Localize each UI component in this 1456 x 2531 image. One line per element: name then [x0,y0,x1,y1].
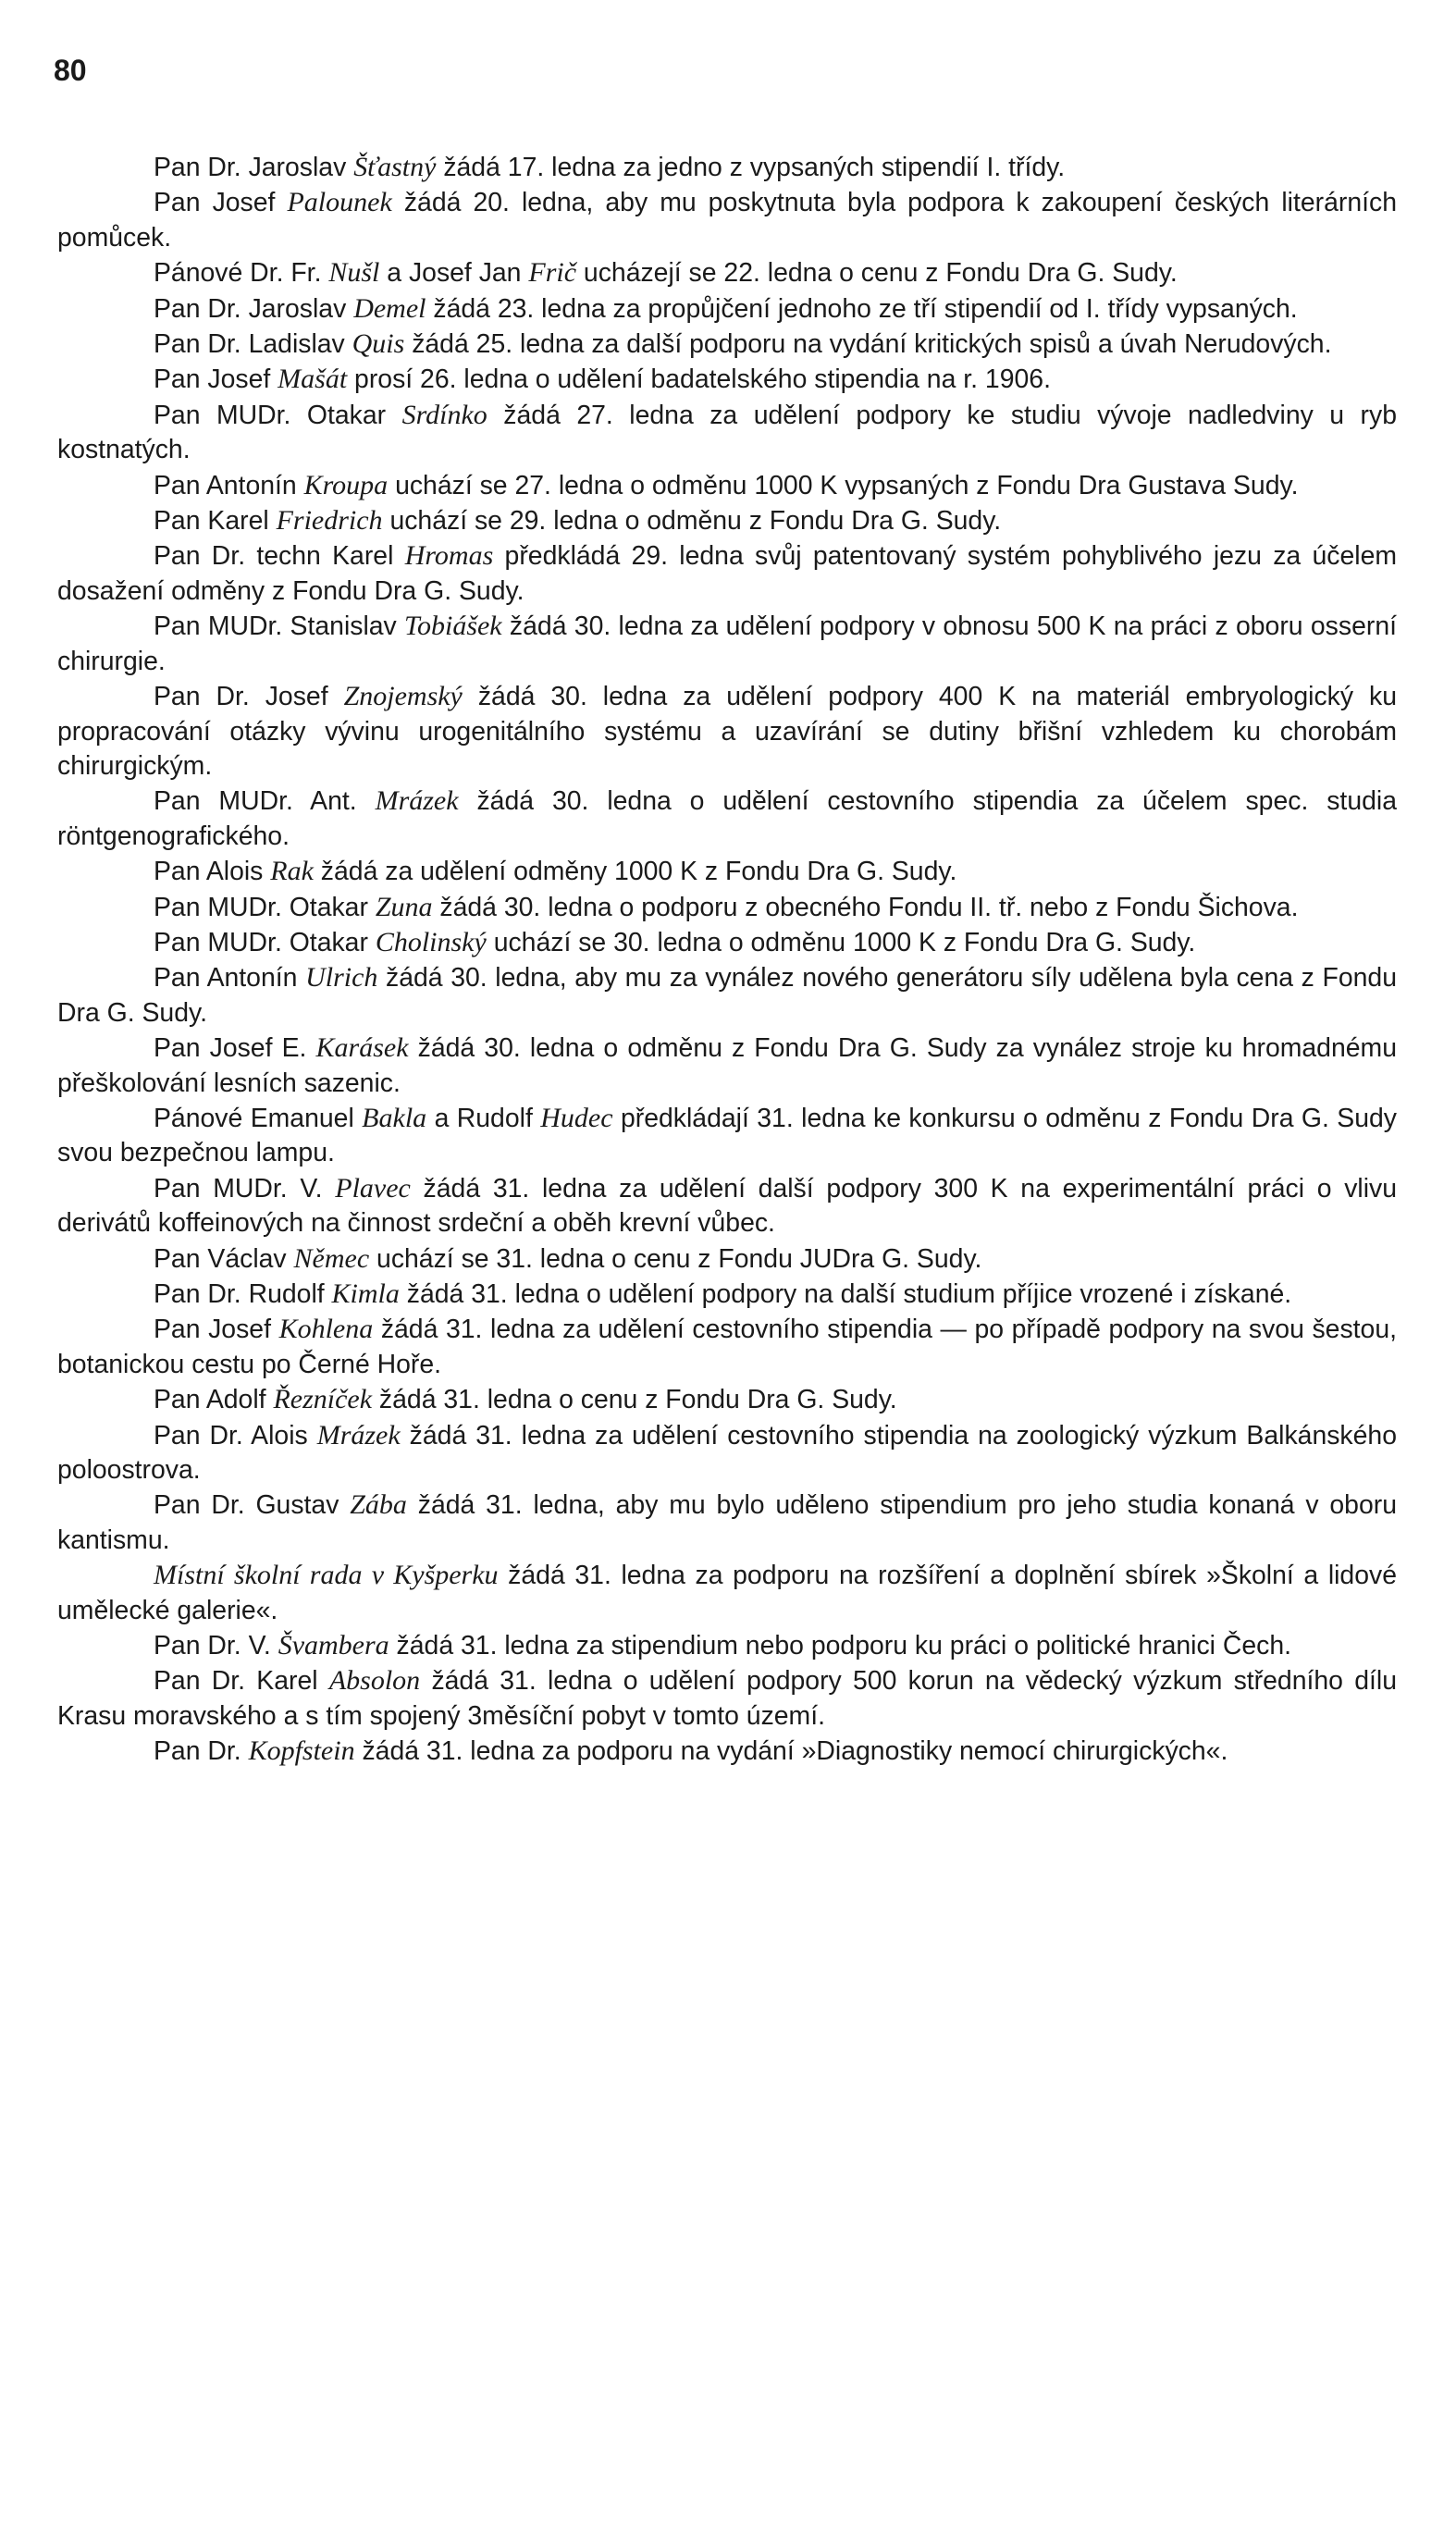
list-item [57,327,1397,362]
list-item [57,1312,1397,1382]
entry-name: Kimla [331,1278,400,1309]
entry-name: Hudec [540,1102,613,1133]
list-item [57,1031,1397,1101]
entry-name: Kroupa [303,469,389,500]
entry-name: Mašát [278,364,348,395]
entry-text: Pan Dr. Jaroslav [154,153,354,182]
entry-text: Pan Dr. Karel [154,1666,329,1697]
list-item [57,1488,1397,1558]
entry-text: Pan Dr. techn Karel [154,541,405,572]
entry-text: Pan MUDr. Otakar [154,400,402,430]
entry-name: Kopfstein [248,1735,355,1767]
list-item [57,1241,1397,1277]
entry-text: žádá 31. ledna za podporu na rozšíření a doplnění sbírek »Školní a lidové umělecké galerie«. [57,1561,1397,1625]
entry-text: žádá 31. ledna za udělení další podpory 300 K na experimentální práci o vlivu derivátů koffeinových na činnost srdeční a oběh krevní vůbec. [57,1173,1397,1239]
entry-text: Pan Dr. Jaroslav [154,293,354,324]
entry-text: žádá 23. ledna za propůjčení jednoho ze tří stipendií od I. třídy vypsaných. [426,293,1298,324]
entry-text: žádá 31. ledna za podporu na vydání »Diagnostiky nemocí chirurgických«. [354,1736,1228,1767]
entry-text: Pan Karel [154,506,277,537]
entry-text: žádá 30. ledna o udělení cestovního stipendia za účelem spec. studia röntgenografického. [57,786,1397,851]
entry-name: Švambera [278,1630,389,1661]
entry-text: žádá 31. ledna, aby mu bylo uděleno stipendium pro jeho studia konaná v oboru kantismu. [57,1490,1397,1555]
entry-text: a Josef Jan [379,258,529,289]
entry-text: žádá 31. ledna o udělení podpory na další studium příjice vrozené i získané. [399,1279,1292,1309]
entry-text: Pan MUDr. Ant. [154,786,376,817]
entry-text: Pan MUDr. Otakar [154,927,376,957]
entry-text: žádá 27. ledna za udělení podpory ke studiu vývoje nadledviny u ryb kostnatých. [57,400,1397,465]
entry-text: Pan Adolf [154,1385,274,1415]
entry-text: uchází se 31. ledna o cenu z Fondu JUDra G. Sudy. [369,1243,982,1274]
list-item [57,960,1397,1031]
entry-text: Pánové Emanuel [154,1103,363,1133]
entry-text: Pan Dr. V. [154,1631,278,1661]
entry-text: žádá 31. ledna za udělení cestovního stipendia na zoologický výzkum Balkánského poloostrova. [57,1420,1397,1486]
entry-name: Němec [293,1242,370,1274]
list-item [57,890,1397,925]
entry-name: Srdínko [401,399,487,430]
entry-name: Místní školní rada v Kyšperku [154,1560,499,1591]
entry-text: žádá 30. ledna za udělení podpory v obnosu 500 K na práci z oboru osserní chirurgie. [57,611,1397,676]
entry-text: ucházejí se 22. ledna o cenu z Fondu Dra G. Sudy. [576,258,1178,289]
entry-name: Zába [350,1489,407,1521]
entry-name: Šťastný [353,152,437,182]
entry-name: Palounek [287,187,392,218]
entry-name: Quis [352,328,405,360]
entry-text: Pan Josef [154,1315,279,1345]
entry-text: uchází se 29. ledna o odměnu z Fondu Dra G. Sudy. [382,506,1002,537]
page-number: 80 [54,54,87,87]
list-item [57,255,1397,290]
entry-name: Frič [528,257,577,289]
entry-text: žádá 31. ledna o cenu z Fondu Dra G. Sudy. [372,1385,897,1415]
entry-name: Zuna [375,891,433,922]
list-item [57,1663,1397,1734]
entry-text: žádá za udělení odměny 1000 K z Fondu Dra G. Sudy. [313,857,957,887]
entry-text: prosí 26. ledna o udělení badatelského stipendia na r. 1906. [347,364,1051,395]
list-item [57,150,1397,185]
entry-text: Pan Dr. Josef [154,682,344,712]
entry-text: Pan Dr. Gustav [154,1490,351,1521]
list-item [57,1277,1397,1312]
list-item [57,609,1397,679]
entry-name: Nušl [328,257,380,289]
list-item [57,538,1397,609]
entry-text: žádá 30. ledna, aby mu za vynález nového generátoru síly udělena byla cena z Fondu Dra G. Sudy. [57,963,1397,1028]
entry-name: Friedrich [276,505,383,537]
entry-name: Mrázek [316,1419,401,1451]
list-item [57,185,1397,255]
entry-name: Kohlena [278,1314,374,1345]
entry-name: Demel [353,292,426,324]
list-item [57,503,1397,538]
entry-text: Pan MUDr. Stanislav [154,611,405,642]
entry-list [57,150,1397,1770]
entry-text: Pan Josef [154,188,288,218]
list-item [57,925,1397,960]
entry-text: Pan Václav [154,1243,294,1274]
entry-text: žádá 17. ledna za jedno z vypsaných stipendií I. třídy. [436,153,1066,182]
entry-text: Pánové Dr. Fr. [154,258,329,289]
entry-text: Pan Josef [154,364,278,395]
entry-text: žádá 31. ledna za stipendium nebo podporu ku práci o politické hranici Čech. [389,1631,1292,1661]
list-item [57,291,1397,327]
entry-name: Bakla [362,1102,427,1133]
entry-text: žádá 30. ledna za udělení podpory 400 K na materiál embryologický ku propracování otázky vývinu urogenitálního systému a uzavírání se dutiny břišní vzhledem ku chorobám chirurgickým. [57,682,1397,781]
entry-name: Ulrich [305,962,378,994]
entry-text: Pan MUDr. Otakar [154,892,376,922]
entry-name: Rak [270,856,314,887]
entry-name: Tobiášek [404,611,502,642]
list-item [57,398,1397,468]
entry-text: žádá 31. ledna o udělení podpory 500 korun na vědecký výzkum středního dílu Krasu moravského a s tím spojený 3měsíční pobyt v tomto území. [57,1666,1397,1731]
entry-text: Pan Alois [154,857,271,887]
entry-text: předkládá 29. ledna svůj patentovaný systém pohyblivého jezu za účelem dosažení odměny z Fondu Dra G. Sudy. [57,541,1398,606]
entry-text: Pan Josef E. [154,1033,316,1064]
entry-name: Mrázek [375,785,459,817]
entry-text: uchází se 30. ledna o odměnu 1000 K z Fondu Dra G. Sudy. [486,927,1196,957]
list-item [57,679,1397,784]
entry-name: Cholinský [375,926,487,957]
list-item [57,784,1397,854]
list-item [57,854,1397,889]
list-item [57,1382,1397,1417]
entry-text: Pan Antonín [154,470,304,500]
list-item [57,1171,1397,1241]
entry-text: Pan Dr. Alois [154,1420,317,1451]
entry-text: Pan MUDr. V. [154,1173,336,1204]
entry-text: uchází se 27. ledna o odměnu 1000 K vypsaných z Fondu Dra Gustava Sudy. [388,470,1299,500]
entry-text: žádá 30. ledna o odměnu z Fondu Dra G. Sudy za vynález stroje ku hromadnému přeškolování lesních sazenic. [57,1033,1397,1098]
list-item [57,1734,1397,1769]
entry-text: Pan Dr. Rudolf [154,1279,332,1309]
list-item [57,1628,1397,1663]
entry-text: Pan Dr. [154,1736,249,1767]
entry-name: Absolon [328,1665,421,1697]
entry-text: žádá 31. ledna za udělení cestovního stipendia — po případě podpory na svou šestou, botanickou cestu po Černé Hoře. [57,1315,1397,1379]
list-item [57,1558,1397,1628]
entry-name: Hromas [404,540,494,572]
entry-name: Řezníček [273,1384,373,1415]
entry-text: předkládají 31. ledna ke konkursu o odměnu z Fondu Dra G. Sudy svou bezpečnou lampu. [57,1103,1397,1168]
entry-text: a Rudolf [426,1103,541,1133]
list-item [57,1101,1397,1171]
entry-text: žádá 20. ledna, aby mu poskytnuta byla podpora k zakoupení českých literárních pomůcek. [57,188,1397,253]
entry-name: Karásek [315,1032,409,1064]
entry-text: Pan Antonín [154,963,306,994]
entry-text: žádá 25. ledna za další podporu na vydání kritických spisů a úvah Nerudových. [404,329,1332,360]
list-item [57,1418,1397,1488]
list-item [57,362,1397,397]
entry-name: Plavec [335,1172,411,1204]
entry-text: žádá 30. ledna o podporu z obecného Fondu II. tř. nebo z Fondu Šichova. [432,892,1299,922]
entry-name: Znojemský [343,681,463,712]
list-item [57,468,1397,503]
entry-text: Pan Dr. Ladislav [154,329,352,360]
